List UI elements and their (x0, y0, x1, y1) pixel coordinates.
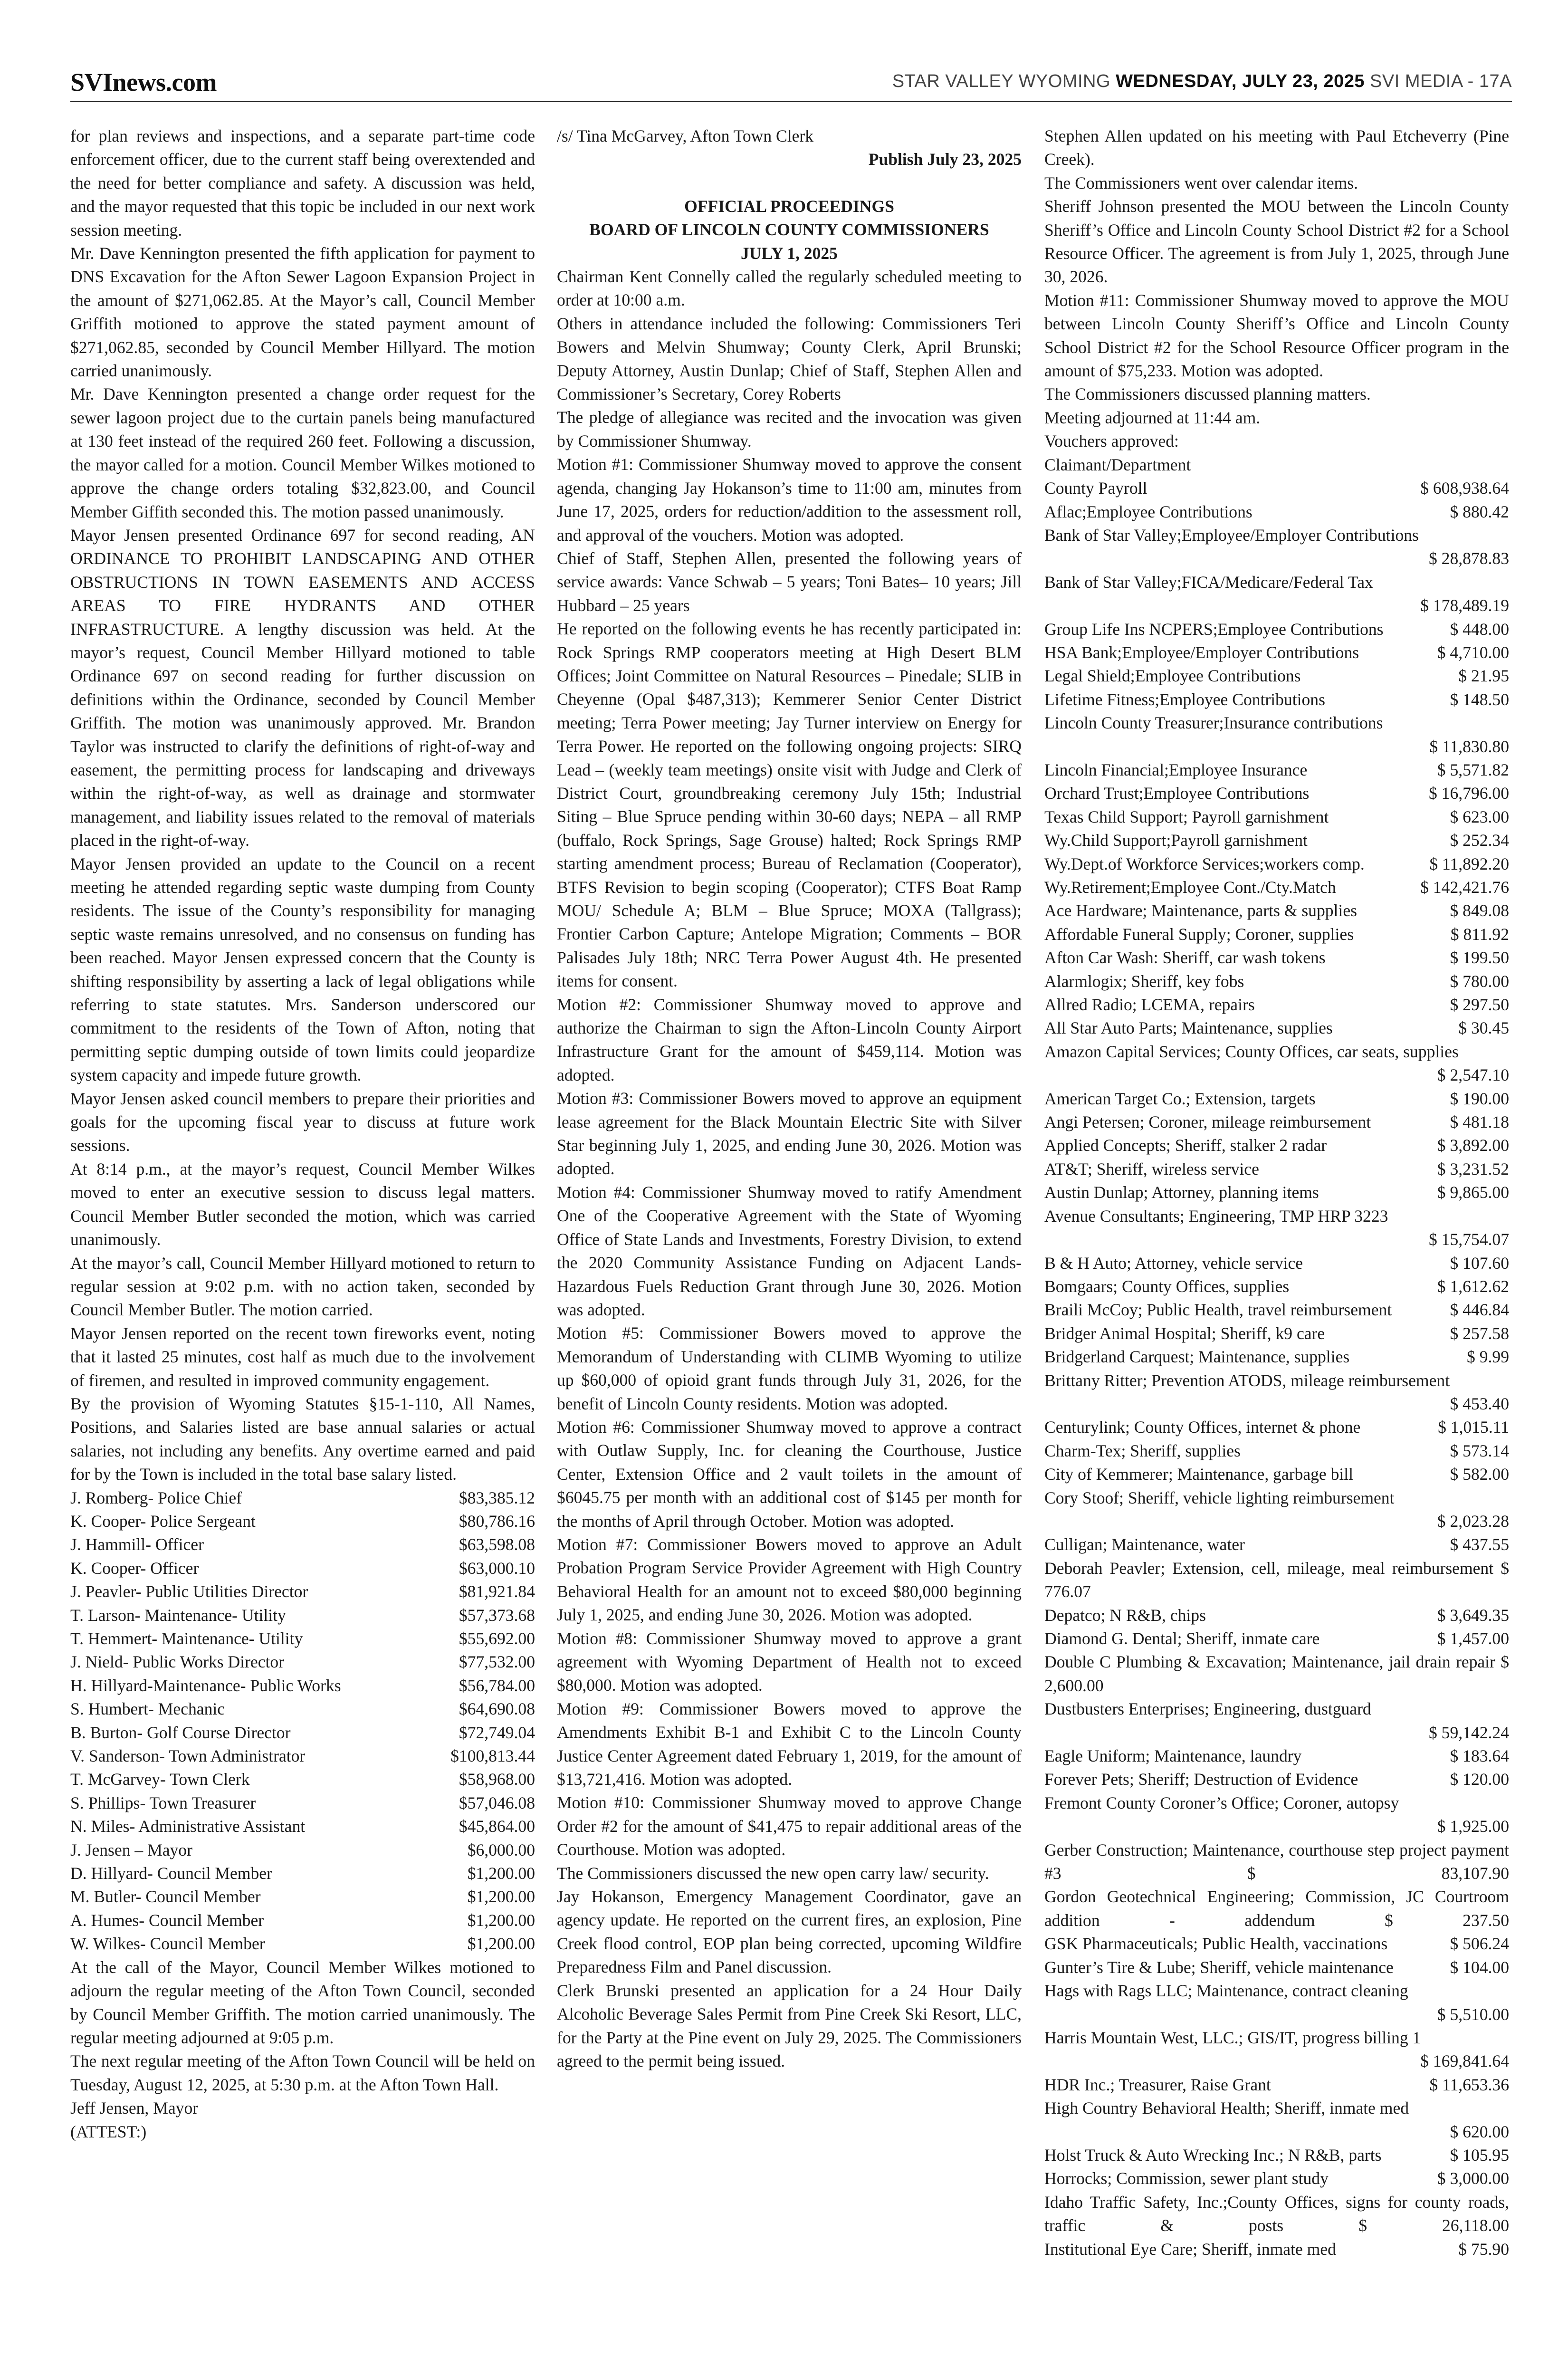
voucher-name: B & H Auto; Attorney, vehicle service (1044, 1253, 1303, 1273)
voucher-name: Avenue Consultants; Engineering, TMP HRP 3223 (1044, 1206, 1388, 1226)
voucher-item (1044, 1792, 1509, 1839)
salary-row (70, 1862, 535, 1885)
voucher-name: Harris Mountain West, LLC.; GIS/IT, progress billing 1 (1044, 2028, 1421, 2047)
salary-row (70, 1792, 535, 1815)
voucher-amount: $ 1,457.00 (1437, 1629, 1509, 1648)
salary-row (70, 1932, 535, 1955)
voucher-name: Aflac;Employee Contributions (1044, 502, 1252, 521)
paragraph: He reported on the following events he has recently participated in: Rock Springs RMP cooperators meeting at High Desert BLM Offices; Joint Committee on Natural Resources – Pinedale; SLIB in Cheyenne (Opal $487,313); Kemmerer Senior Center District meeting; Terra Power meeting; Jay Turner interview on Energy for Terra Power. He reported on the following ongoing projects: SIRQ Lead – (weekly team meetings) onsite visit with Judge and Clerk of District Court, groundbreaking ceremony July 15th; Industrial Siting – Blue Spruce pending within 30-60 days; NEPA – all RMP (buffalo, Rock Springs, Sage Grouse) halted; Rock Springs RMP starting amendment process; Bureau of Reclamation (Cooperator), BTFS Revision to begin scoping (Cooperator); CTFS Boat Ramp MOU/ Schedule A; BLM – Blue Spruce; MOXA (Tallgrass); Frontier Carbon Capture; Antelope Migration; Comments – BOR Palisades July 18th; NRC Terra Power August 4th. He presented items for consent. (557, 619, 1022, 991)
voucher-name: All Star Auto Parts; Maintenance, supplies (1044, 1018, 1333, 1038)
voucher-name: Afton Car Wash: Sheriff, car wash tokens (1044, 948, 1326, 968)
salary-name: J. Jensen – Mayor (70, 1840, 192, 1859)
voucher-name: Bank of Star Valley;Employee/Employer Contributions (1044, 525, 1419, 545)
salary-amount: $6,000.00 (467, 1840, 535, 1859)
dateline-suffix: SVI MEDIA - 17A (1370, 71, 1512, 91)
paragraph: Motion #7: Commissioner Bowers moved to approve an Adult Probation Program Service Provider Agreement with High Country Behavioral Health for an amount not to exceed $80,000 beginning July 1, 2025, and ending June 30, 2026. Motion was adopted. (557, 1534, 1022, 1625)
voucher-item (1044, 1298, 1509, 1322)
voucher-name: County Payroll (1044, 479, 1147, 498)
salary-amount: $45,864.00 (459, 1817, 535, 1836)
voucher-item (1044, 1252, 1509, 1275)
voucher-item (1044, 1956, 1509, 1979)
voucher-amount: $ 15,754.07 (1429, 1230, 1509, 1249)
voucher-name: Idaho Traffic Safety, Inc.;County Offices, signs for county roads, traffic & posts (1044, 2192, 1509, 2235)
salary-name: J. Nield- Public Works Director (70, 1652, 285, 1672)
voucher-item (1044, 711, 1509, 758)
voucher-item (1044, 829, 1509, 852)
signature-line: Jeff Jensen, Mayor (70, 2098, 199, 2118)
voucher-amount: $ 3,649.35 (1437, 1605, 1509, 1625)
voucher-item (1044, 993, 1509, 1016)
proceedings-heading: OFFICIAL PROCEEDINGS (684, 196, 894, 216)
salary-name: M. Butler- Council Member (70, 1887, 261, 1907)
salary-amount: $77,532.00 (459, 1652, 535, 1672)
voucher-item (1044, 1463, 1509, 1486)
voucher-item (1044, 1439, 1509, 1463)
voucher-item (1044, 524, 1509, 571)
salary-amount: $63,598.08 (459, 1535, 535, 1554)
voucher-name: Brittany Ritter; Prevention ATODS, mileage reimbursement (1044, 1370, 1450, 1390)
voucher-amount: $ 11,892.20 (1429, 854, 1509, 873)
voucher-name: Holst Truck & Auto Wrecking Inc.; N R&B, parts (1044, 2145, 1382, 2165)
voucher-name: AT&T; Sheriff, wireless service (1044, 1159, 1259, 1178)
salary-row (70, 1721, 535, 1744)
voucher-name: Wy.Child Support;Payroll garnishment (1044, 831, 1308, 850)
voucher-name: Gunter’s Tire & Lube; Sheriff, vehicle maintenance (1044, 1957, 1394, 1977)
voucher-name: Culligan; Maintenance, water (1044, 1535, 1245, 1554)
spacer (557, 172, 1022, 195)
salary-amount: $100,813.44 (450, 1746, 535, 1766)
voucher-item (1044, 970, 1509, 993)
voucher-amount: $ 620.00 (1450, 2122, 1509, 2141)
voucher-amount: $ 11,653.36 (1429, 2075, 1509, 2094)
voucher-amount: $ 582.00 (1450, 1465, 1509, 1484)
voucher-name: Bank of Star Valley;FICA/Medicare/Federal Tax (1044, 572, 1373, 592)
meeting-date-heading: JULY 1, 2025 (741, 243, 838, 263)
voucher-amount: $ 83,107.90 (1247, 1864, 1509, 1883)
voucher-amount: $ 623.00 (1450, 807, 1509, 826)
voucher-item (1044, 1768, 1509, 1791)
voucher-amount: $ 446.84 (1450, 1300, 1509, 1320)
voucher-amount: $ 608,938.64 (1420, 479, 1509, 498)
voucher-amount: $ 257.58 (1450, 1323, 1509, 1343)
voucher-item (1044, 2073, 1509, 2097)
voucher-amount: $ 437.55 (1450, 1535, 1509, 1554)
voucher-name: Braili McCoy; Public Health, travel reimbursement (1044, 1300, 1392, 1320)
clerk-signature: /s/ Tina McGarvey, Afton Town Clerk (557, 126, 814, 145)
voucher-item (1044, 2097, 1509, 2144)
voucher-item (1044, 1040, 1509, 1087)
voucher-amount: $ 2,547.10 (1437, 1065, 1509, 1085)
voucher-item (1044, 1322, 1509, 1345)
voucher-name: Eagle Uniform; Maintenance, laundry (1044, 1746, 1302, 1766)
salary-name: J. Hammill- Officer (70, 1535, 204, 1554)
voucher-amount: $ 59,142.24 (1429, 1723, 1509, 1742)
salary-amount: $1,200.00 (467, 1864, 535, 1883)
voucher-item (1044, 1016, 1509, 1040)
paragraph: The next regular meeting of the Afton Town Council will be held on Tuesday, August 12, 2025, at 5:30 p.m. at the Afton Town Hall. (70, 2051, 535, 2094)
paragraph: for plan reviews and inspections, and a separate part-time code enforcement officer, due to the current staff being overextended and the need for better compliance and safety. A discussion was held, and the mayor requested that this topic be included in our next work session meeting. (70, 126, 535, 240)
voucher-item (1044, 1275, 1509, 1298)
salary-name: A. Humes- Council Member (70, 1910, 264, 1930)
attest-line: (ATTEST:) (70, 2122, 147, 2141)
salary-name: T. Larson- Maintenance- Utility (70, 1605, 286, 1625)
voucher-item (1044, 946, 1509, 969)
salary-amount: $1,200.00 (467, 1934, 535, 1954)
salary-name: H. Hillyard-Maintenance- Public Works (70, 1676, 341, 1695)
voucher-amount: $ 104.00 (1450, 1957, 1509, 1977)
voucher-name: Austin Dunlap; Attorney, planning items (1044, 1183, 1319, 1202)
voucher-name: Depatco; N R&B, chips (1044, 1605, 1206, 1625)
voucher-amount: $ 481.18 (1450, 1112, 1509, 1132)
salary-row (70, 1744, 535, 1768)
voucher-item (1044, 1627, 1509, 1650)
voucher-name: Charm-Tex; Sheriff, supplies (1044, 1441, 1241, 1460)
salary-row (70, 1815, 535, 1838)
voucher-amount: $ 26,118.00 (1358, 2216, 1509, 2235)
voucher-amount: $ 1,612.62 (1437, 1276, 1509, 1296)
voucher-item (1044, 1181, 1509, 1204)
paragraph: Motion #10: Commissioner Shumway moved to approve Change Order #2 for the amount of $41,475 to repair additional areas of the Courthouse. Motion was adopted. (557, 1793, 1022, 1859)
voucher-amount: $ 3,231.52 (1437, 1159, 1509, 1178)
salary-row (70, 1697, 535, 1721)
voucher-item (1044, 1979, 1509, 2026)
voucher-name: Centurylink; County Offices, internet & phone (1044, 1418, 1361, 1437)
voucher-name: Bridger Animal Hospital; Sheriff, k9 care (1044, 1323, 1325, 1343)
voucher-item (1044, 1345, 1509, 1369)
salary-name: N. Miles- Administrative Assistant (70, 1817, 306, 1836)
voucher-name: American Target Co.; Extension, targets (1044, 1089, 1316, 1108)
voucher-amount: $ 780.00 (1450, 971, 1509, 991)
voucher-item (1044, 923, 1509, 946)
salary-name: K. Cooper- Officer (70, 1558, 199, 1578)
salary-row (70, 1627, 535, 1650)
salary-row (70, 1674, 535, 1697)
voucher-item (1044, 571, 1509, 618)
salary-amount: $57,046.08 (459, 1793, 535, 1812)
paragraph: Motion #8: Commissioner Shumway moved to approve a grant agreement with Wyoming Department of Health not to exceed $80,000. Motion was adopted. (557, 1629, 1022, 1695)
paragraph: Motion #5: Commissioner Bowers moved to approve the Memorandum of Understanding with CLIMB Wyoming to utilize up $60,000 of opioid grant funds through July 31, 2026, for the benefit of Lincoln County residents. Motion was adopted. (557, 1323, 1022, 1413)
paragraph: Vouchers approved: (1044, 431, 1179, 451)
voucher-item (1044, 1744, 1509, 1768)
voucher-amount: $ 30.45 (1458, 1018, 1509, 1038)
paragraph: At the mayor’s call, Council Member Hillyard motioned to return to regular session at 9:02 p.m. with no action taken, seconded by Council Member Butler. The motion carried. (70, 1253, 535, 1320)
voucher-name: Legal Shield;Employee Contributions (1044, 666, 1301, 686)
paragraph: At the call of the Mayor, Council Member Wilkes motioned to adjourn the regular meeting of the Afton Town Council, seconded by Council Member Griffith. The motion carried unanimously. The regular meeting adjourned at 9:05 p.m. (70, 1957, 535, 2047)
paragraph: Claimant/Department (1044, 455, 1191, 474)
salary-name: S. Humbert- Mechanic (70, 1699, 225, 1719)
salary-row (70, 1768, 535, 1791)
voucher-name: Texas Child Support; Payroll garnishment (1044, 807, 1329, 826)
voucher-item (1044, 1087, 1509, 1111)
voucher-amount: $ 9.99 (1467, 1347, 1509, 1367)
salary-row (70, 1839, 535, 1862)
voucher-name: Wy.Retirement;Employee Cont./Cty.Match (1044, 878, 1336, 897)
voucher-item (1044, 899, 1509, 922)
paragraph: Mayor Jensen asked council members to prepare their priorities and goals for the upcoming fiscal year to discuss at future work sessions. (70, 1089, 535, 1155)
voucher-name: Horrocks; Commission, sewer plant study (1044, 2169, 1329, 2188)
salary-row (70, 1580, 535, 1603)
voucher-amount: $ 21.95 (1458, 666, 1509, 686)
paragraph: Motion #1: Commissioner Shumway moved to approve the consent agenda, changing Jay Hokanson’s time to 11:00 am, minutes from June 17, 2025, orders for reduction/addition to the assessment roll, and approval of the vouchers. Motion was adopted. (557, 455, 1022, 545)
salary-name: W. Wilkes- Council Member (70, 1934, 265, 1954)
voucher-item (1044, 1885, 1509, 1932)
paragraph: Others in attendance included the following: Commissioners Teri Bowers and Melvin Shumway; County Clerk, April Brunski; Deputy Attorney, Austin Dunlap; Chief of Staff, Stephen Allen and Commissioner’s Secretary, Corey Roberts (557, 314, 1022, 404)
voucher-amount: $ 120.00 (1450, 1770, 1509, 1789)
salary-amount: $63,000.10 (459, 1558, 535, 1578)
column-3 (1044, 125, 1509, 2376)
site-name[interactable]: SVInews.com (70, 68, 217, 96)
paragraph: Motion #11: Commissioner Shumway moved to approve the MOU between Lincoln County Sheriff’s Office and Lincoln County School District #2 for the School Resource Officer program in the amount of $75,233. Motion was adopted. (1044, 290, 1509, 381)
salary-amount: $57,373.68 (459, 1605, 535, 1625)
salary-amount: $81,921.84 (459, 1582, 535, 1601)
voucher-amount: $ 506.24 (1450, 1934, 1509, 1954)
paragraph: Motion #3: Commissioner Bowers moved to approve an equipment lease agreement for the Black Mountain Electric Site with Silver Star beginning July 1, 2025, and ending June 30, 2026. Motion was adopted. (557, 1089, 1022, 1178)
voucher-name: Lincoln Financial;Employee Insurance (1044, 760, 1308, 779)
dateline-date: WEDNESDAY, JULY 23, 2025 (1116, 71, 1365, 91)
header-rule (70, 101, 1512, 102)
voucher-item (1044, 1486, 1509, 1533)
salary-amount: $58,968.00 (459, 1770, 535, 1789)
voucher-name: Allred Radio; LCEMA, repairs (1044, 995, 1255, 1015)
voucher-name: Lincoln County Treasurer;Insurance contributions (1044, 713, 1383, 733)
salary-row (70, 1885, 535, 1908)
salary-row (70, 1486, 535, 1510)
voucher-name: Applied Concepts; Sheriff, stalker 2 radar (1044, 1136, 1327, 1155)
salary-amount: $1,200.00 (467, 1887, 535, 1907)
voucher-name: GSK Pharmaceuticals; Public Health, vaccinations (1044, 1934, 1388, 1954)
column-1 (70, 125, 535, 2376)
voucher-name: Diamond G. Dental; Sheriff, inmate care (1044, 1629, 1320, 1648)
voucher-item (1044, 688, 1509, 711)
paragraph: Meeting adjourned at 11:44 am. (1044, 408, 1261, 427)
voucher-amount: $ 448.00 (1450, 619, 1509, 639)
voucher-name: High Country Behavioral Health; Sheriff, inmate med (1044, 2098, 1409, 2118)
voucher-name: Angi Petersen; Coroner, mileage reimbursement (1044, 1112, 1371, 1132)
voucher-amount: $ 178,489.19 (1420, 596, 1509, 615)
voucher-amount: $ 142,421.76 (1420, 878, 1509, 897)
salary-name: J. Romberg- Police Chief (70, 1488, 242, 1507)
voucher-item (1044, 1205, 1509, 1252)
voucher-amount: $ 105.95 (1450, 2145, 1509, 2165)
paragraph: Motion #2: Commissioner Shumway moved to approve and authorize the Chairman to sign the Afton-Lincoln County Airport Infrastructure Grant for the amount of $459,114. Motion was adopted. (557, 995, 1022, 1084)
voucher-item (1044, 1557, 1509, 1604)
voucher-name: City of Kemmerer; Maintenance, garbage bill (1044, 1465, 1354, 1484)
salary-row (70, 1909, 535, 1932)
voucher-amount: $ 3,000.00 (1437, 2169, 1509, 2188)
paragraph: Clerk Brunski presented an application for a 24 Hour Daily Alcoholic Beverage Sales Permit from Pine Creek Ski Resort, LLC, for the Party at the Pine event on July 29, 2025. The Commissioners agreed to the permit being issued. (557, 1981, 1022, 2070)
voucher-item (1044, 1697, 1509, 1744)
voucher-amount: $ 2,023.28 (1437, 1511, 1509, 1531)
paragraph: At 8:14 p.m., at the mayor’s request, Council Member Wilkes moved to enter an executive session to discuss legal matters. Council Member Butler seconded the motion, which was carried unanimously. (70, 1159, 535, 1249)
voucher-item (1044, 758, 1509, 782)
voucher-item (1044, 2191, 1509, 2238)
voucher-name: Gerber Construction; Maintenance, courthouse step project payment #3 (1044, 1840, 1509, 1883)
salary-amount: $80,786.16 (459, 1511, 535, 1531)
voucher-amount: $ 2,600.00 (1044, 1652, 1509, 1695)
paragraph: Mayor Jensen reported on the recent town fireworks event, noting that it lasted 25 minutes, cost half as much due to the involvement of firemen, and resulted in improved community engagement. (70, 1323, 535, 1390)
voucher-item (1044, 2238, 1509, 2261)
paragraph: Chief of Staff, Stephen Allen, presented the following years of service awards: Vance Schwab – 5 years; Toni Bates– 10 years; Jill Hubbard – 25 years (557, 548, 1022, 615)
voucher-amount: $ 3,892.00 (1437, 1136, 1509, 1155)
board-heading: BOARD OF LINCOLN COUNTY COMMISSIONERS (589, 220, 989, 240)
voucher-name: Deborah Peavler; Extension, cell, mileage, meal reimbursement (1044, 1558, 1501, 1578)
salary-row (70, 1650, 535, 1674)
paragraph: The pledge of allegiance was recited and the invocation was given by Commissioner Shumway. (557, 408, 1022, 450)
voucher-amount: $ 75.90 (1458, 2239, 1509, 2259)
salary-amount: $1,200.00 (467, 1910, 535, 1930)
voucher-amount: $ 199.50 (1450, 948, 1509, 968)
voucher-amount: $ 4,710.00 (1437, 642, 1509, 662)
voucher-name: HDR Inc.; Treasurer, Raise Grant (1044, 2075, 1271, 2094)
paragraph: Sheriff Johnson presented the MOU between the Lincoln County Sheriff’s Office and Lincoln County School District #2 for a School Resource Officer. The agreement is from July 1, 2025, through June 30, 2026. (1044, 197, 1509, 287)
voucher-item (1044, 1932, 1509, 1955)
paragraph: Mayor Jensen presented Ordinance 697 for second reading, AN ORDINANCE TO PROHIBIT LANDSCAPING AND OTHER OBSTRUCTIONS IN TOWN EASEMENTS AND ACCESS AREAS TO FIRE HYDRANTS AND OTHER INFRASTRUCTURE. A lengthy discussion was held. At the mayor’s request, Council Member Hillyard motioned to table Ordinance 697 on second reading for further discussion on definitions within the Ordinance, seconded by Council Member Griffith. The motion was unanimously approved. Mr. Brandon Taylor was instructed to clarify the definitions of right-of-way and easement, the permitting process for landscaping and driveways within the right-of-way, as well as drainage and stormwater management, and liability issues related to the removal of materials placed in the right-of-way. (70, 525, 535, 850)
paragraph: The Commissioners went over calendar items. (1044, 173, 1358, 192)
voucher-name: Dustbusters Enterprises; Engineering, dustguard (1044, 1699, 1371, 1719)
voucher-amount: $ 169,841.64 (1420, 2051, 1509, 2071)
voucher-amount: $ 1,015.11 (1438, 1418, 1509, 1437)
voucher-list (1044, 477, 1509, 2261)
voucher-name: Bridgerland Carquest; Maintenance, supplies (1044, 1347, 1350, 1367)
voucher-name: Institutional Eye Care; Sheriff, inmate med (1044, 2239, 1336, 2259)
salary-name: J. Peavler- Public Utilities Director (70, 1582, 308, 1601)
voucher-item (1044, 853, 1509, 876)
paragraph: Mr. Dave Kennington presented the fifth application for payment to DNS Excavation for the Afton Sewer Lagoon Expansion Project in the amount of $271,062.85. At the Mayor’s call, Council Member Griffith motioned to approve the stated payment amount of $271,062.85, seconded by Council Member Hillyard. The motion carried unanimously. (70, 244, 535, 381)
voucher-name: Alarmlogix; Sheriff, key fobs (1044, 971, 1244, 991)
voucher-name: Group Life Ins NCPERS;Employee Contributions (1044, 619, 1384, 639)
voucher-item (1044, 1369, 1509, 1416)
voucher-name: Lifetime Fitness;Employee Contributions (1044, 690, 1325, 709)
voucher-name: Double C Plumbing & Excavation; Maintenance, jail drain repair (1044, 1652, 1501, 1672)
voucher-amount: $ 183.64 (1450, 1746, 1509, 1766)
voucher-item (1044, 805, 1509, 829)
page-header (70, 66, 1512, 99)
dateline (892, 71, 1512, 92)
voucher-name: Orchard Trust;Employee Contributions (1044, 784, 1310, 803)
voucher-name: HSA Bank;Employee/Employer Contributions (1044, 642, 1359, 662)
dateline-prefix: STAR VALLEY WYOMING (892, 71, 1111, 91)
paragraph: The Commissioners discussed the new open carry law/ security. (557, 1863, 989, 1883)
salary-name: D. Hillyard- Council Member (70, 1864, 272, 1883)
paragraph: By the provision of Wyoming Statutes §15-1-110, All Names, Positions, and Salaries listed are base annual salaries or actual salaries, not including any benefits. Any overtime earned and paid for by the Town is included in the total base salary listed. (70, 1394, 535, 1484)
salary-name: K. Cooper- Police Sergeant (70, 1511, 256, 1531)
voucher-name: Cory Stoof; Sheriff, vehicle lighting reimbursement (1044, 1488, 1395, 1507)
paragraph: Jay Hokanson, Emergency Management Coordinator, gave an agency update. He reported on the current fires, an explosion, Pine Creek flood control, EOP plan being corrected, upcoming Wildfire Preparedness Film and Panel discussion. (557, 1887, 1022, 1977)
voucher-amount: $ 190.00 (1450, 1089, 1509, 1108)
salary-amount: $72,749.04 (459, 1723, 535, 1742)
voucher-amount: $ 811.92 (1450, 924, 1509, 944)
voucher-item (1044, 2026, 1509, 2073)
paragraph: Stephen Allen updated on his meeting with Paul Etcheverry (Pine Creek). (1044, 126, 1509, 169)
voucher-amount: $ 5,510.00 (1437, 2004, 1509, 2024)
salary-row (70, 1604, 535, 1627)
voucher-amount: $ 16,796.00 (1429, 784, 1509, 803)
voucher-item (1044, 1839, 1509, 1886)
salary-amount: $55,692.00 (459, 1629, 535, 1648)
paragraph: Motion #4: Commissioner Shumway moved to ratify Amendment One of the Cooperative Agreement with the State of Wyoming Office of State Lands and Investments, Forestry Division, to extend the 2020 Community Assistance Funding on Adjacent Lands-Hazardous Fuels Reduction Grant through June 30, 2026. Motion was adopted. (557, 1182, 1022, 1319)
voucher-item (1044, 1650, 1509, 1697)
salary-row (70, 1557, 535, 1580)
voucher-item (1044, 1134, 1509, 1157)
voucher-item (1044, 641, 1509, 664)
voucher-item (1044, 1416, 1509, 1439)
paragraph: The Commissioners discussed planning matters. (1044, 384, 1371, 404)
voucher-amount: $ 28,878.83 (1429, 549, 1509, 568)
salary-name: B. Burton- Golf Course Director (70, 1723, 291, 1742)
salary-name: T. McGarvey- Town Clerk (70, 1770, 250, 1789)
voucher-amount: $ 237.50 (1384, 1910, 1509, 1930)
salary-amount: $64,690.08 (459, 1699, 535, 1719)
voucher-amount: $ 297.50 (1450, 995, 1509, 1015)
voucher-amount: $ 880.42 (1450, 502, 1509, 521)
voucher-amount: $ 776.07 (1044, 1558, 1509, 1601)
voucher-item (1044, 1158, 1509, 1181)
voucher-item (1044, 664, 1509, 688)
voucher-item (1044, 876, 1509, 899)
voucher-item (1044, 618, 1509, 641)
voucher-amount: $ 107.60 (1450, 1253, 1509, 1273)
voucher-item (1044, 477, 1509, 500)
salary-row (70, 1510, 535, 1533)
voucher-amount: $ 1,925.00 (1437, 1817, 1509, 1836)
salary-name: S. Phillips- Town Treasurer (70, 1793, 256, 1812)
voucher-name: Wy.Dept.of Workforce Services;workers comp. (1044, 854, 1365, 873)
voucher-name: Ace Hardware; Maintenance, parts & supplies (1044, 901, 1357, 920)
salary-amount: $56,784.00 (459, 1676, 535, 1695)
paragraph: Motion #6: Commissioner Shumway moved to approve a contract with Outlaw Supply, Inc. for cleaning the Courthouse, Justice Center, Extension Office and 2 vault toilets in the amount of $6045.75 per month with an additional cost of $145 per month for the months of April through October. Motion was adopted. (557, 1417, 1022, 1531)
voucher-amount: $ 11,830.80 (1429, 737, 1509, 756)
salary-list (70, 1486, 535, 1956)
voucher-amount: $ 148.50 (1450, 690, 1509, 709)
paragraph: Chairman Kent Connelly called the regularly scheduled meeting to order at 10:00 a.m. (557, 267, 1022, 310)
voucher-item (1044, 500, 1509, 524)
paragraph: Mayor Jensen provided an update to the Council on a recent meeting he attended regarding septic waste dumping from County residents. The issue of the County’s responsibility for managing septic waste remains unresolved, and no consensus on funding has been reached. Mayor Jensen expressed concern that the County is shifting responsibility by asserting a lack of legal obligations while referring to state statutes. Mrs. Sanderson underscored our commitment to the residents of the Town of Afton, noting that permitting septic dumping outside of town limits could jeopardize system capacity and impede future growth. (70, 854, 535, 1085)
salary-amount: $83,385.12 (459, 1488, 535, 1507)
salary-name: V. Sanderson- Town Administrator (70, 1746, 306, 1766)
voucher-name: Bomgaars; County Offices, supplies (1044, 1276, 1290, 1296)
column-2 (557, 125, 1022, 2376)
publish-date: Publish July 23, 2025 (868, 150, 1022, 169)
salary-name: T. Hemmert- Maintenance- Utility (70, 1629, 303, 1648)
voucher-name: Gordon Geotechnical Engineering; Commission, JC Courtroom addition - addendum (1044, 1887, 1509, 1930)
voucher-item (1044, 2167, 1509, 2190)
voucher-name: Forever Pets; Sheriff; Destruction of Evidence (1044, 1770, 1358, 1789)
salary-row (70, 1533, 535, 1556)
voucher-item (1044, 1604, 1509, 1627)
voucher-amount: $ 573.14 (1450, 1441, 1509, 1460)
voucher-name: Hags with Rags LLC; Maintenance, contract cleaning (1044, 1981, 1408, 2001)
voucher-amount: $ 9,865.00 (1437, 1183, 1509, 1202)
voucher-item (1044, 782, 1509, 805)
voucher-amount: $ 5,571.82 (1437, 760, 1509, 779)
voucher-amount: $ 252.34 (1450, 831, 1509, 850)
voucher-item (1044, 1533, 1509, 1556)
paragraph: Motion #9: Commissioner Bowers moved to approve the Amendments Exhibit B-1 and Exhibit C to the Lincoln County Justice Center Agreement dated February 1, 2019, for the amount of $13,721,416. Motion was adopted. (557, 1699, 1022, 1789)
voucher-item (1044, 1111, 1509, 1134)
voucher-name: Affordable Funeral Supply; Coroner, supplies (1044, 924, 1354, 944)
paragraph: Mr. Dave Kennington presented a change order request for the sewer lagoon project due to the curtain panels being manufactured at 130 feet instead of the required 260 feet. Following a discussion, the mayor called for a motion. Council Member Wilkes motioned to approve the change orders totaling $32,823.00, and Council Member Giffith seconded this. The motion passed unanimously. (70, 384, 535, 521)
voucher-name: Fremont County Coroner’s Office; Coroner, autopsy (1044, 1793, 1399, 1812)
voucher-amount: $ 849.08 (1450, 901, 1509, 920)
voucher-name: Amazon Capital Services; County Offices, car seats, supplies (1044, 1042, 1459, 1061)
voucher-amount: $ 453.40 (1450, 1394, 1509, 1413)
voucher-item (1044, 2144, 1509, 2167)
